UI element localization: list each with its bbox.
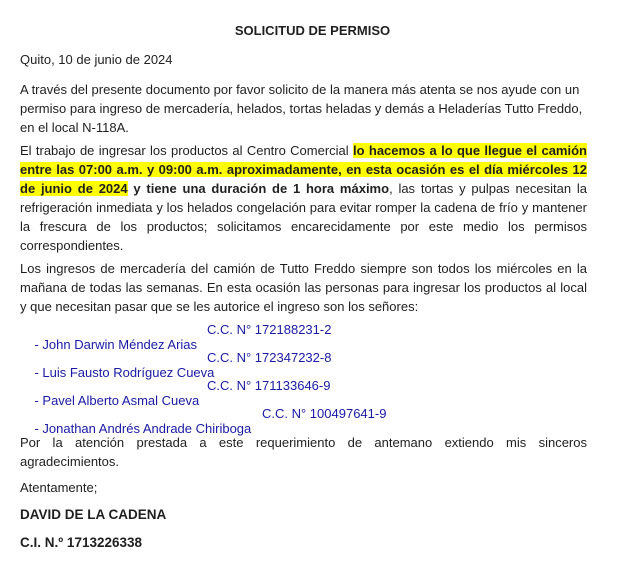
schedule-bold-highlight: lo hacemos a lo que llegue el camión — [353, 143, 587, 158]
schedule-duration: y tiene una duración de 1 hora máximo — [127, 181, 390, 196]
person-id: C.C. N° 172347232-8 — [207, 350, 332, 365]
paragraph-thanks: Por la atención prestada a este requerimiento de antemano extiendo mis sinceros agradecimientos. — [20, 435, 587, 469]
person-name: - John Darwin Méndez Arias — [34, 337, 198, 352]
person-name: - Pavel Alberto Asmal Cueva — [34, 393, 200, 408]
person-id: C.C. N° 172188231-2 — [207, 322, 332, 337]
date-line: Quito, 10 de junio de 2024 — [20, 52, 173, 67]
paragraph-intro: A través del presente documento por favor solicito de la manera más atenta se nos ayude con un permiso para ingreso de mercadería, helados, tortas heladas y demás a Heladerías Tutto Freddo, en el local N-118A. — [20, 82, 583, 135]
person-name: - Luis Fausto Rodríguez Cueva — [34, 365, 215, 380]
person-id: C.C. N° 100497641-9 — [262, 406, 387, 421]
schedule-rest: , las tortas y pulpas necesitan la refrigeración inmediata y los helados congelación para evitar romper la cadena de frío y mantener la frescura de los productos; solicitamos encarecidamente por este medio los permisos correspondientes. — [20, 181, 587, 253]
paragraph-persons-intro: Los ingresos de mercadería del camión de Tutto Freddo siempre son todos los miércoles en la mañana de todas las semanas. En esta ocasión las personas para ingresar los productos al local y que necesitan pasar que se les autorice el ingreso son los señores: — [20, 261, 587, 314]
schedule-highlight: entre las 07:00 a.m. y 09:00 a.m. aproximadamente, en esta ocasión es el día miércoles 12 de junio de 2024 — [20, 162, 587, 196]
signer-name: DAVID DE LA CADENA — [20, 507, 167, 522]
document-title: SOLICITUD DE PERMISO — [234, 23, 391, 38]
schedule-text: El trabajo de ingresar los productos al Centro Comercial — [20, 143, 353, 158]
closing-text: Atentamente; — [20, 480, 98, 495]
person-name: - Jonathan Andrés Andrade Chiriboga — [34, 421, 252, 436]
paragraph-schedule — [20, 141, 587, 255]
signer-id: C.I. N.º 1713226338 — [20, 535, 143, 550]
person-id: C.C. N° 171133646-9 — [207, 378, 331, 393]
